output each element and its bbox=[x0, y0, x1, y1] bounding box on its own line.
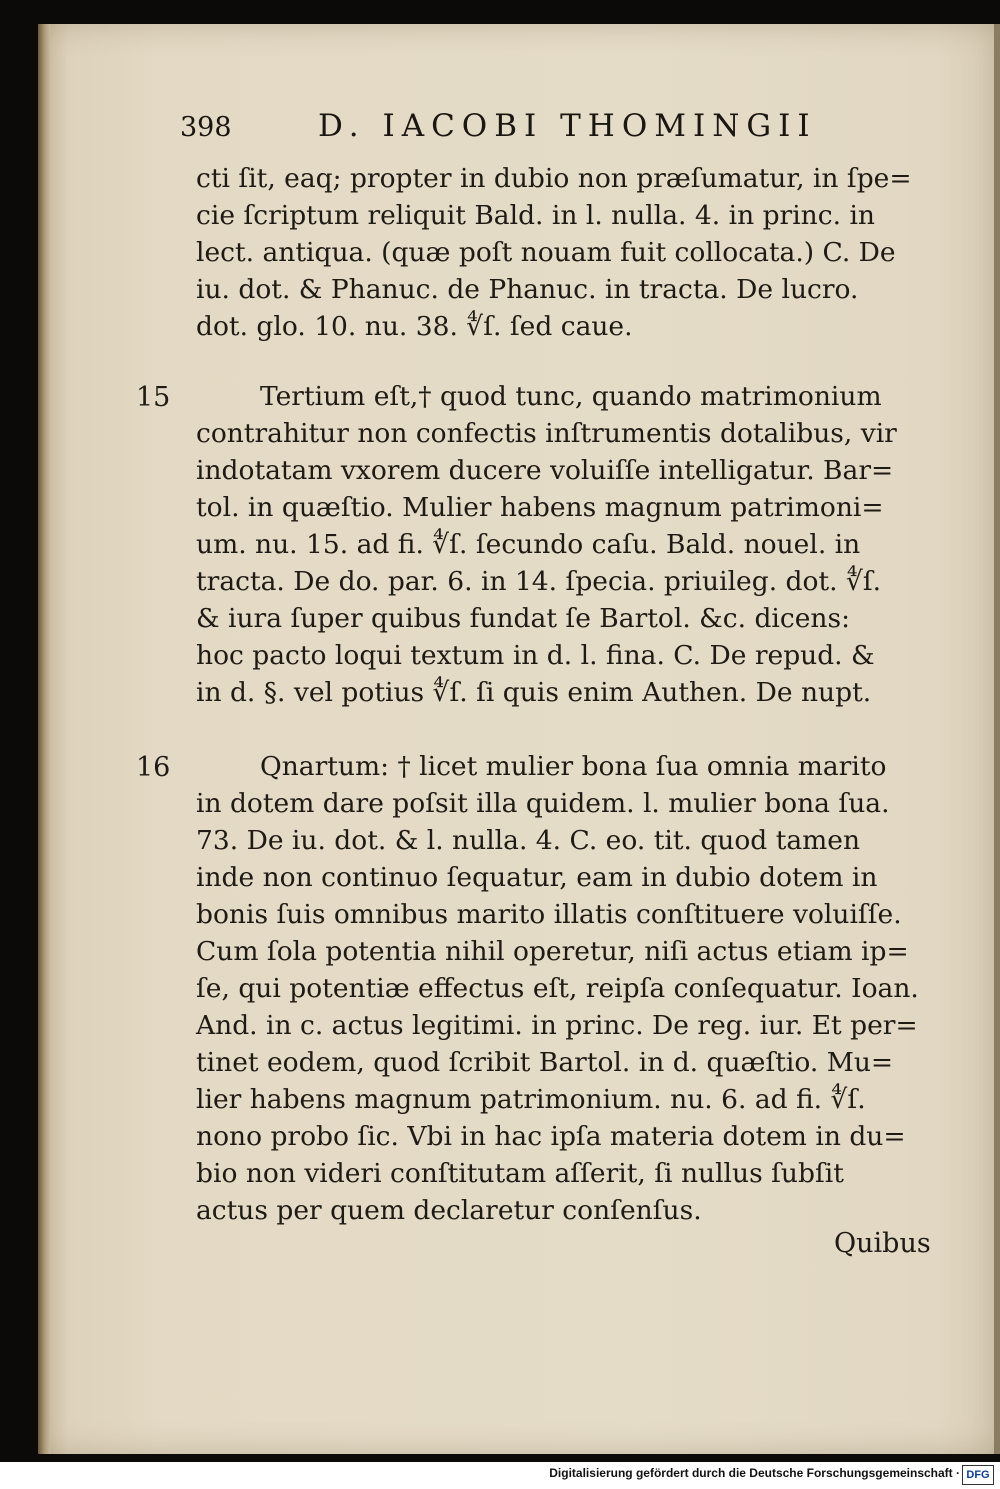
text-line: tol. in quæſtio. Mulier habens magnum patrimoni= bbox=[196, 492, 884, 523]
text-line: ſe, qui potentiæ effectus eſt, reipſa conſequatur. Ioan. bbox=[196, 973, 919, 1004]
text-line: actus per quem declaretur conſenſus. bbox=[196, 1195, 702, 1226]
text-line: tracta. De do. par. 6. in 14. ſpecia. priuileg. dot. ∜ſ. bbox=[196, 566, 882, 597]
page-fore-edge bbox=[994, 24, 1000, 1454]
text-line: hoc pacto loqui textum in d. l. fina. C. De repud. & bbox=[196, 640, 875, 671]
text-line: cti ſit, eaq; propter in dubio non præſumatur, in ſpe= bbox=[196, 163, 912, 194]
text-line: Cum ſola potentia nihil operetur, niſi actus etiam ip= bbox=[196, 936, 909, 967]
dfg-logo-icon: DFG bbox=[962, 1465, 994, 1485]
text-line: lect. antiqua. (quæ poſt nouam fuit collocata.) C. De bbox=[196, 237, 896, 268]
page-gutter-edge bbox=[38, 24, 50, 1454]
footer-bar bbox=[0, 1462, 1000, 1489]
margin-number-16: 16 bbox=[136, 752, 171, 783]
text-line: contrahitur non confectis inſtrumentis dotalibus, vir bbox=[196, 418, 897, 449]
footer-credit: Digitalisierung gefördert durch die Deutsche Forschungsgemeinschaft · bbox=[549, 1466, 960, 1480]
paragraph-16 bbox=[196, 748, 948, 1229]
text-line: indotatam vxorem ducere voluiſſe intelligatur. Bar= bbox=[196, 455, 894, 486]
paragraph-continuation bbox=[196, 160, 948, 345]
text-line: bonis ſuis omnibus marito illatis conſtituere voluiſſe. bbox=[196, 899, 902, 930]
text-line: Qnartum: † licet mulier bona ſua omnia marito bbox=[260, 751, 887, 782]
catchword: Quibus bbox=[834, 1228, 931, 1259]
paragraph-15 bbox=[196, 378, 948, 711]
text-line: dot. glo. 10. nu. 38. ∜ſ. ſed caue. bbox=[196, 311, 633, 342]
text-line: nono probo ſic. Vbi in hac ipſa materia dotem in du= bbox=[196, 1121, 906, 1152]
text-line: And. in c. actus legitimi. in princ. De reg. iur. Et per= bbox=[196, 1010, 918, 1041]
page-number: 398 bbox=[180, 112, 232, 143]
text-line: um. nu. 15. ad fi. ∜ſ. ſecundo caſu. Bald. nouel. in bbox=[196, 529, 861, 560]
text-line: lier habens magnum patrimonium. nu. 6. ad fi. ∜ſ. bbox=[196, 1084, 866, 1115]
text-line: iu. dot. & Phanuc. de Phanuc. in tracta. De lucro. bbox=[196, 274, 859, 305]
text-line: cie ſcriptum reliquit Bald. in l. nulla. 4. in princ. in bbox=[196, 200, 875, 231]
margin-number-15: 15 bbox=[136, 382, 171, 413]
text-line: tinet eodem, quod ſcribit Bartol. in d. quæſtio. Mu= bbox=[196, 1047, 894, 1078]
text-line: in d. §. vel potius ∜ſ. ſi quis enim Authen. De nupt. bbox=[196, 677, 872, 708]
running-head bbox=[180, 108, 940, 148]
text-line: bio non videri conſtitutam aſſerit, ſi nullus ſubſit bbox=[196, 1158, 844, 1189]
running-title: D. IACOBI THOMINGII bbox=[318, 108, 817, 144]
text-line: Tertium eſt,† quod tunc, quando matrimonium bbox=[260, 381, 882, 412]
text-line: in dotem dare poſsit illa quidem. l. mulier bona ſua. bbox=[196, 788, 890, 819]
text-line: & iura ſuper quibus fundat ſe Bartol. &c. dicens: bbox=[196, 603, 851, 634]
text-line: inde non continuo ſequatur, eam in dubio dotem in bbox=[196, 862, 878, 893]
text-line: 73. De iu. dot. & l. nulla. 4. C. eo. tit. quod tamen bbox=[196, 825, 861, 856]
